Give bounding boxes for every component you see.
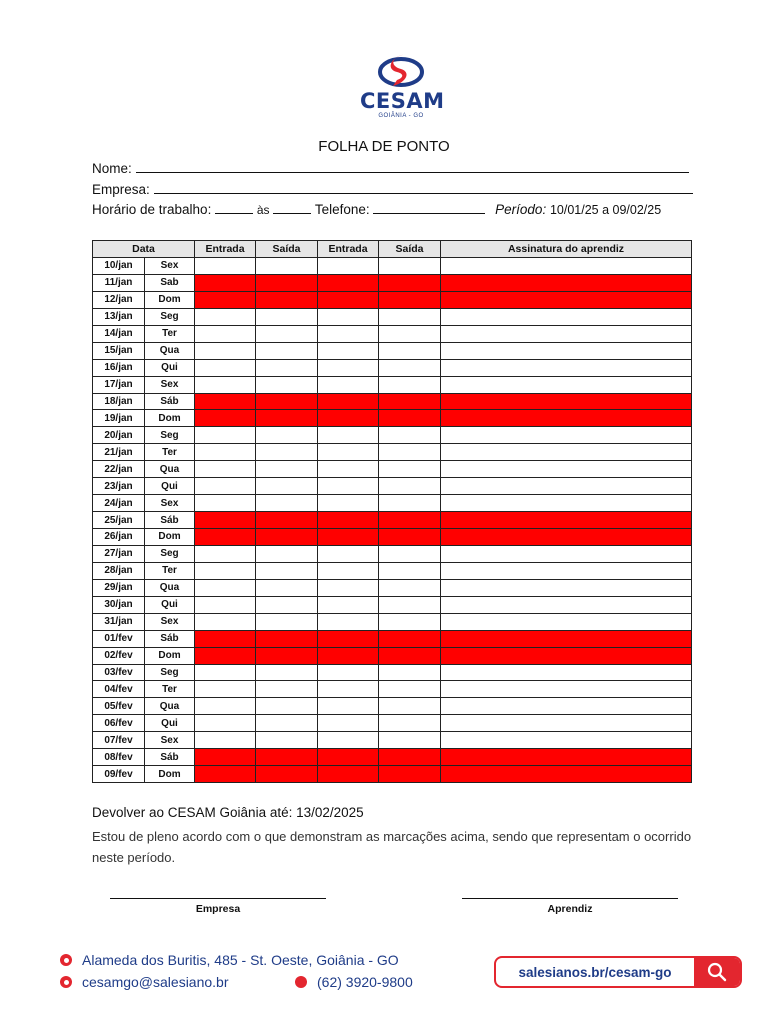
signature-cell <box>441 291 692 308</box>
name-blank[interactable] <box>136 160 689 173</box>
exit-1-cell[interactable] <box>256 444 318 461</box>
row-date: 09/fev <box>93 766 145 783</box>
exit-2-cell <box>379 529 441 546</box>
entry-2-cell[interactable] <box>318 664 379 681</box>
signature-cell <box>441 410 692 427</box>
table-row <box>93 495 692 512</box>
row-date: 06/fev <box>93 715 145 732</box>
exit-1-cell <box>256 529 318 546</box>
schedule-end-blank[interactable] <box>273 201 311 214</box>
exit-1-cell[interactable] <box>256 342 318 359</box>
row-weekday: Dom <box>145 647 195 664</box>
exit-2-cell[interactable] <box>379 444 441 461</box>
signature-cell[interactable] <box>441 444 692 461</box>
exit-2-cell <box>379 410 441 427</box>
signature-cell[interactable] <box>441 613 692 630</box>
exit-2-cell <box>379 274 441 291</box>
row-date: 10/jan <box>93 258 145 275</box>
row-date: 31/jan <box>93 613 145 630</box>
table-row <box>93 274 692 291</box>
table-row <box>93 427 692 444</box>
entry-1-cell[interactable] <box>195 613 256 630</box>
exit-1-cell[interactable] <box>256 427 318 444</box>
entry-1-cell[interactable] <box>195 732 256 749</box>
entry-2-cell[interactable] <box>318 376 379 393</box>
row-weekday: Qua <box>145 461 195 478</box>
signature-cell <box>441 766 692 783</box>
phone-blank[interactable] <box>373 201 485 214</box>
entry-2-cell <box>318 512 379 529</box>
row-date: 07/fev <box>93 732 145 749</box>
exit-1-cell[interactable] <box>256 258 318 275</box>
entry-2-cell[interactable] <box>318 613 379 630</box>
row-weekday: Qui <box>145 359 195 376</box>
document-title: FOLHA DE PONTO <box>318 138 450 155</box>
entry-2-cell <box>318 749 379 766</box>
exit-2-cell[interactable] <box>379 478 441 495</box>
exit-1-cell <box>256 630 318 647</box>
name-label: Nome: <box>92 161 132 176</box>
row-date: 22/jan <box>93 461 145 478</box>
entry-1-cell[interactable] <box>195 715 256 732</box>
row-weekday: Dom <box>145 291 195 308</box>
exit-2-cell[interactable] <box>379 596 441 613</box>
entry-2-cell <box>318 410 379 427</box>
entry-1-cell <box>195 393 256 410</box>
row-date: 21/jan <box>93 444 145 461</box>
row-weekday: Qua <box>145 698 195 715</box>
table-row <box>93 647 692 664</box>
table-row <box>93 529 692 546</box>
row-date: 12/jan <box>93 291 145 308</box>
row-date: 11/jan <box>93 274 145 291</box>
entry-1-cell[interactable] <box>195 495 256 512</box>
row-weekday: Sáb <box>145 749 195 766</box>
entry-2-cell[interactable] <box>318 359 379 376</box>
entry-1-cell[interactable] <box>195 325 256 342</box>
exit-1-cell[interactable] <box>256 495 318 512</box>
entry-1-cell[interactable] <box>195 427 256 444</box>
entry-1-cell <box>195 749 256 766</box>
entry-1-cell <box>195 529 256 546</box>
table-row <box>93 732 692 749</box>
email-icon <box>60 976 72 988</box>
signature-cell[interactable] <box>441 427 692 444</box>
exit-1-cell[interactable] <box>256 732 318 749</box>
row-date: 16/jan <box>93 359 145 376</box>
row-date: 05/fev <box>93 698 145 715</box>
entry-2-cell <box>318 274 379 291</box>
entry-2-cell <box>318 393 379 410</box>
header-signature: Assinatura do aprendiz <box>441 241 692 258</box>
entry-1-cell <box>195 512 256 529</box>
exit-2-cell[interactable] <box>379 698 441 715</box>
entry-1-cell <box>195 647 256 664</box>
entry-2-cell[interactable] <box>318 444 379 461</box>
table-row <box>93 766 692 783</box>
signature-cell <box>441 274 692 291</box>
logo-subtitle: GOIÂNIA - GO <box>378 113 424 119</box>
exit-1-cell[interactable] <box>256 478 318 495</box>
table-body <box>93 258 692 783</box>
footer-address <box>60 952 399 968</box>
exit-1-cell[interactable] <box>256 715 318 732</box>
exit-2-cell <box>379 630 441 647</box>
row-date: 15/jan <box>93 342 145 359</box>
exit-2-cell[interactable] <box>379 258 441 275</box>
table-row <box>93 444 692 461</box>
table-row <box>93 342 692 359</box>
phone-label: Telefone: <box>314 202 370 217</box>
table-row <box>93 461 692 478</box>
entry-1-cell[interactable] <box>195 376 256 393</box>
entry-1-cell[interactable] <box>195 562 256 579</box>
exit-2-cell[interactable] <box>379 308 441 325</box>
row-weekday: Seg <box>145 545 195 562</box>
row-weekday: Qui <box>145 596 195 613</box>
row-weekday: Qua <box>145 342 195 359</box>
signature-cell <box>441 393 692 410</box>
period-value: 10/01/25 a 09/02/25 <box>549 203 662 217</box>
entry-1-cell[interactable] <box>195 342 256 359</box>
entry-1-cell <box>195 291 256 308</box>
row-date: 14/jan <box>93 325 145 342</box>
company-signature-line[interactable] <box>110 884 326 899</box>
agreement-text: Estou de pleno acordo com o que demonstram as marcações acima, sendo que representam o ocorrido neste período. <box>92 829 692 865</box>
entry-2-cell <box>318 647 379 664</box>
table-header-row <box>93 241 692 258</box>
signature-cell[interactable] <box>441 461 692 478</box>
email-text[interactable]: cesamgo@salesiano.br <box>82 974 229 990</box>
entry-1-cell[interactable] <box>195 258 256 275</box>
table-row <box>93 376 692 393</box>
table-row <box>93 613 692 630</box>
row-date: 19/jan <box>93 410 145 427</box>
signature-cell[interactable] <box>441 664 692 681</box>
row-weekday: Sex <box>145 495 195 512</box>
exit-1-cell[interactable] <box>256 579 318 596</box>
row-weekday: Dom <box>145 410 195 427</box>
entry-2-cell <box>318 291 379 308</box>
entry-2-cell[interactable] <box>318 545 379 562</box>
row-date: 23/jan <box>93 478 145 495</box>
logo-name: CESAM <box>360 89 445 113</box>
entry-2-cell[interactable] <box>318 325 379 342</box>
row-weekday: Sáb <box>145 512 195 529</box>
header-exit-1: Saída <box>256 241 318 258</box>
location-pin-icon <box>60 954 72 966</box>
entry-1-cell[interactable] <box>195 444 256 461</box>
signature-cell[interactable] <box>441 258 692 275</box>
entry-1-cell[interactable] <box>195 681 256 698</box>
signature-cell[interactable] <box>441 596 692 613</box>
exit-1-cell[interactable] <box>256 461 318 478</box>
entry-1-cell <box>195 410 256 427</box>
table-row <box>93 393 692 410</box>
exit-1-cell[interactable] <box>256 681 318 698</box>
header-entry-2: Entrada <box>318 241 379 258</box>
entry-1-cell[interactable] <box>195 461 256 478</box>
footer-phone <box>295 974 413 990</box>
row-date: 17/jan <box>93 376 145 393</box>
row-weekday: Ter <box>145 444 195 461</box>
table-row <box>93 681 692 698</box>
exit-2-cell[interactable] <box>379 681 441 698</box>
row-weekday: Qua <box>145 579 195 596</box>
entry-2-cell[interactable] <box>318 427 379 444</box>
signature-cell[interactable] <box>441 325 692 342</box>
signature-cell <box>441 512 692 529</box>
exit-1-cell[interactable] <box>256 359 318 376</box>
exit-2-cell[interactable] <box>379 461 441 478</box>
exit-2-cell[interactable] <box>379 664 441 681</box>
entry-2-cell[interactable] <box>318 342 379 359</box>
row-date: 08/fev <box>93 749 145 766</box>
schedule-field <box>92 201 661 217</box>
row-weekday: Ter <box>145 681 195 698</box>
table-row <box>93 359 692 376</box>
row-weekday: Ter <box>145 562 195 579</box>
row-date: 20/jan <box>93 427 145 444</box>
schedule-label: Horário de trabalho: <box>92 202 212 217</box>
entry-2-cell[interactable] <box>318 308 379 325</box>
signature-cell[interactable] <box>441 376 692 393</box>
row-date: 03/fev <box>93 664 145 681</box>
table-row <box>93 579 692 596</box>
entry-2-cell[interactable] <box>318 495 379 512</box>
exit-1-cell[interactable] <box>256 562 318 579</box>
entry-2-cell[interactable] <box>318 732 379 749</box>
exit-2-cell <box>379 291 441 308</box>
exit-2-cell[interactable] <box>379 715 441 732</box>
entry-2-cell[interactable] <box>318 715 379 732</box>
signature-cell[interactable] <box>441 495 692 512</box>
row-weekday: Ter <box>145 325 195 342</box>
company-label: Empresa: <box>92 182 150 197</box>
row-date: 27/jan <box>93 545 145 562</box>
entry-1-cell <box>195 630 256 647</box>
row-date: 01/fev <box>93 630 145 647</box>
apprentice-signature <box>462 884 678 915</box>
schedule-start-blank[interactable] <box>215 201 253 214</box>
entry-1-cell[interactable] <box>195 545 256 562</box>
exit-1-cell[interactable] <box>256 545 318 562</box>
row-date: 24/jan <box>93 495 145 512</box>
entry-2-cell[interactable] <box>318 579 379 596</box>
table-row <box>93 258 692 275</box>
exit-2-cell <box>379 766 441 783</box>
exit-1-cell <box>256 766 318 783</box>
exit-2-cell[interactable] <box>379 495 441 512</box>
table-row <box>93 715 692 732</box>
row-date: 28/jan <box>93 562 145 579</box>
signature-cell <box>441 529 692 546</box>
exit-1-cell <box>256 512 318 529</box>
table-row <box>93 512 692 529</box>
entry-1-cell[interactable] <box>195 579 256 596</box>
row-weekday: Seg <box>145 427 195 444</box>
table-row <box>93 664 692 681</box>
exit-2-cell <box>379 512 441 529</box>
exit-1-cell[interactable] <box>256 596 318 613</box>
signature-cell[interactable] <box>441 478 692 495</box>
signature-cell <box>441 647 692 664</box>
search-icon <box>707 962 727 982</box>
address-text: Alameda dos Buritis, 485 - St. Oeste, Goiânia - GO <box>82 952 399 968</box>
row-date: 13/jan <box>93 308 145 325</box>
row-weekday: Sex <box>145 258 195 275</box>
exit-2-cell[interactable] <box>379 579 441 596</box>
row-weekday: Dom <box>145 766 195 783</box>
signature-cell[interactable] <box>441 715 692 732</box>
signature-cell[interactable] <box>441 732 692 749</box>
exit-2-cell[interactable] <box>379 376 441 393</box>
row-weekday: Sab <box>145 274 195 291</box>
entry-1-cell <box>195 274 256 291</box>
row-weekday: Qui <box>145 478 195 495</box>
signature-cell[interactable] <box>441 562 692 579</box>
table-row <box>93 325 692 342</box>
entry-1-cell[interactable] <box>195 698 256 715</box>
signature-cell[interactable] <box>441 545 692 562</box>
signature-cell[interactable] <box>441 342 692 359</box>
exit-1-cell <box>256 274 318 291</box>
header-date: Data <box>93 241 195 258</box>
row-date: 25/jan <box>93 512 145 529</box>
exit-1-cell[interactable] <box>256 698 318 715</box>
apprentice-signature-label: Aprendiz <box>547 903 593 915</box>
entry-2-cell <box>318 766 379 783</box>
table-row <box>93 410 692 427</box>
exit-2-cell[interactable] <box>379 427 441 444</box>
entry-2-cell[interactable] <box>318 698 379 715</box>
company-signature-label: Empresa <box>195 903 241 915</box>
cesam-logo <box>360 50 445 126</box>
row-weekday: Sáb <box>145 393 195 410</box>
site-search-bar[interactable] <box>494 956 742 988</box>
table-row <box>93 698 692 715</box>
entry-1-cell[interactable] <box>195 359 256 376</box>
row-weekday: Qui <box>145 715 195 732</box>
period-label: Período: <box>495 202 547 217</box>
exit-1-cell[interactable] <box>256 376 318 393</box>
table-row <box>93 749 692 766</box>
entry-1-cell <box>195 766 256 783</box>
exit-1-cell[interactable] <box>256 325 318 342</box>
entry-2-cell[interactable] <box>318 258 379 275</box>
table-row <box>93 291 692 308</box>
signature-cell <box>441 749 692 766</box>
table-row <box>93 596 692 613</box>
row-weekday: Seg <box>145 308 195 325</box>
phone-text: (62) 3920-9800 <box>317 974 413 990</box>
entry-2-cell <box>318 630 379 647</box>
exit-2-cell[interactable] <box>379 342 441 359</box>
entry-1-cell[interactable] <box>195 478 256 495</box>
exit-1-cell[interactable] <box>256 308 318 325</box>
exit-1-cell[interactable] <box>256 664 318 681</box>
attendance-table <box>92 240 692 783</box>
name-field <box>92 160 689 176</box>
exit-2-cell[interactable] <box>379 613 441 630</box>
table-row <box>93 545 692 562</box>
entry-1-cell[interactable] <box>195 596 256 613</box>
exit-1-cell <box>256 749 318 766</box>
company-field <box>92 181 693 197</box>
exit-2-cell[interactable] <box>379 325 441 342</box>
row-date: 02/fev <box>93 647 145 664</box>
exit-1-cell <box>256 393 318 410</box>
cesam-emblem-icon <box>377 50 425 90</box>
signature-cell[interactable] <box>441 698 692 715</box>
row-weekday: Dom <box>145 529 195 546</box>
signature-cell[interactable] <box>441 681 692 698</box>
entry-2-cell[interactable] <box>318 681 379 698</box>
search-button[interactable] <box>694 958 740 986</box>
table-row <box>93 308 692 325</box>
signature-cell[interactable] <box>441 359 692 376</box>
exit-2-cell <box>379 647 441 664</box>
schedule-to-label: às <box>256 203 270 217</box>
table-row <box>93 562 692 579</box>
exit-1-cell <box>256 291 318 308</box>
row-date: 04/fev <box>93 681 145 698</box>
company-signature <box>110 884 326 915</box>
row-weekday: Sáb <box>145 630 195 647</box>
row-date: 18/jan <box>93 393 145 410</box>
signature-cell[interactable] <box>441 308 692 325</box>
company-blank[interactable] <box>154 181 693 194</box>
entry-2-cell <box>318 529 379 546</box>
exit-2-cell[interactable] <box>379 732 441 749</box>
exit-2-cell[interactable] <box>379 562 441 579</box>
signature-cell[interactable] <box>441 579 692 596</box>
return-deadline: Devolver ao CESAM Goiânia até: 13/02/2025 <box>92 805 364 820</box>
entry-2-cell[interactable] <box>318 596 379 613</box>
row-weekday: Sex <box>145 732 195 749</box>
phone-icon <box>295 976 307 988</box>
exit-1-cell <box>256 410 318 427</box>
row-weekday: Sex <box>145 376 195 393</box>
row-weekday: Sex <box>145 613 195 630</box>
entry-2-cell[interactable] <box>318 562 379 579</box>
entry-2-cell[interactable] <box>318 478 379 495</box>
signature-cell <box>441 630 692 647</box>
exit-2-cell <box>379 393 441 410</box>
row-date: 29/jan <box>93 579 145 596</box>
header-entry-1: Entrada <box>195 241 256 258</box>
exit-2-cell <box>379 749 441 766</box>
header-exit-2: Saída <box>379 241 441 258</box>
row-date: 30/jan <box>93 596 145 613</box>
entry-1-cell[interactable] <box>195 664 256 681</box>
apprentice-signature-line[interactable] <box>462 884 678 899</box>
row-date: 26/jan <box>93 529 145 546</box>
row-weekday: Seg <box>145 664 195 681</box>
exit-2-cell[interactable] <box>379 359 441 376</box>
exit-2-cell[interactable] <box>379 545 441 562</box>
table-row <box>93 630 692 647</box>
site-url[interactable]: salesianos.br/cesam-go <box>518 964 672 980</box>
entry-2-cell[interactable] <box>318 461 379 478</box>
entry-1-cell[interactable] <box>195 308 256 325</box>
table-row <box>93 478 692 495</box>
exit-1-cell[interactable] <box>256 613 318 630</box>
footer-email <box>60 974 229 990</box>
exit-1-cell <box>256 647 318 664</box>
